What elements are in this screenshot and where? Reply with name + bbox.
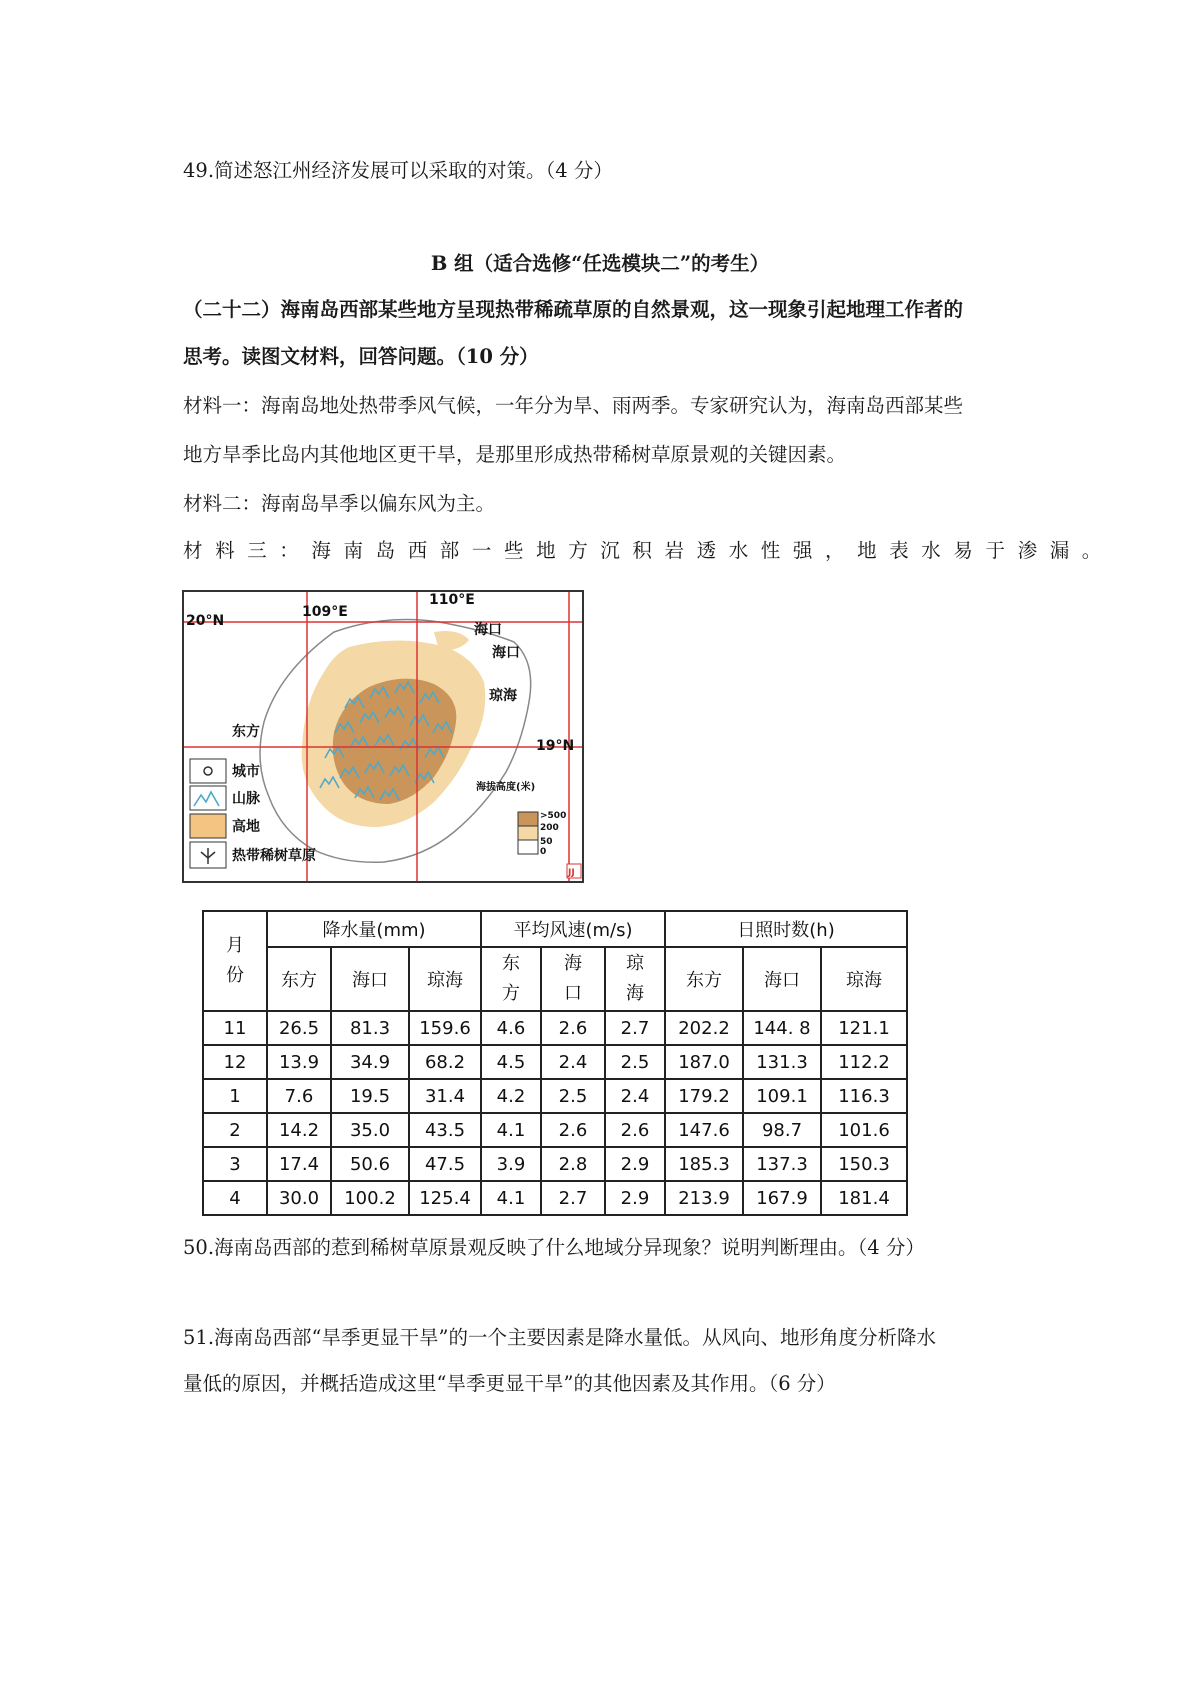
map-corner-mark: JJ: [568, 868, 575, 878]
rain-cell: 100.2: [331, 1181, 409, 1215]
elevation-label-0: 0: [540, 847, 547, 857]
sun-cell: 98.7: [743, 1113, 821, 1147]
group-b-title: B 组（适合选修“任选模块二”的考生）: [430, 252, 770, 275]
longitude-109-label: 109°E: [302, 604, 348, 620]
rain-cell: 19.5: [331, 1079, 409, 1113]
rain-cell: 17.4: [267, 1147, 331, 1181]
sun-cell: 150.3: [821, 1147, 907, 1181]
rain-cell: 26.5: [267, 1011, 331, 1045]
rain-cell: 13.9: [267, 1045, 331, 1079]
wind-cell: 2.8: [541, 1147, 605, 1181]
sun-cell: 185.3: [665, 1147, 743, 1181]
table-row: [203, 1181, 907, 1215]
table-row: [203, 1113, 907, 1147]
legend-highland: 高地: [232, 819, 260, 835]
rain-cell: 31.4: [409, 1079, 481, 1113]
wind-cell: 2.6: [541, 1113, 605, 1147]
elevation-label-50: 50: [540, 837, 553, 847]
wind-cell: 2.5: [541, 1079, 605, 1113]
wind-cell: 2.7: [541, 1181, 605, 1215]
table-row: [203, 1045, 907, 1079]
month-header-cell: 月份: [203, 911, 267, 1011]
wind-cell: 2.7: [605, 1011, 665, 1045]
wind-cell: 2.4: [605, 1079, 665, 1113]
hainan-map: [182, 590, 584, 883]
sun-cell: 131.3: [743, 1045, 821, 1079]
month-cell: 1: [203, 1079, 267, 1113]
latitude-20-label: 20°N: [186, 613, 225, 629]
sun-cell: 116.3: [821, 1079, 907, 1113]
rain-cell: 43.5: [409, 1113, 481, 1147]
month-cell: 12: [203, 1045, 267, 1079]
station-header: 东方: [267, 947, 331, 1011]
wind-cell: 2.5: [605, 1045, 665, 1079]
latitude-19-label: 19°N: [536, 738, 575, 754]
wind-cell: 4.2: [481, 1079, 541, 1113]
legend-city: 城市: [232, 764, 260, 780]
sun-cell: 167.9: [743, 1181, 821, 1215]
material-2: 材料二：海南岛旱季以偏东风为主。: [183, 492, 496, 515]
station-header: 东方: [665, 947, 743, 1011]
question-49: 49.简述怒江州经济发展可以采取的对策。（4 分）: [183, 159, 613, 182]
rain-cell: 34.9: [331, 1045, 409, 1079]
wind-cell: 4.1: [481, 1113, 541, 1147]
station-header: 琼海: [605, 947, 665, 1011]
material-1-line-1: 材料一：海南岛地处热带季风气候，一年分为旱、雨两季。专家研究认为，海南岛西部某些: [183, 394, 964, 417]
city-label-haikou-2: 海口: [492, 645, 520, 661]
wind-cell: 4.5: [481, 1045, 541, 1079]
elevation-swatch-low: [518, 840, 538, 854]
question-50: 50.海南岛西部的惹到稀树草原景观反映了什么地域分异现象？说明判断理由。（4 分）: [183, 1236, 925, 1259]
sun-cell: 121.1: [821, 1011, 907, 1045]
table-row: [203, 1147, 907, 1181]
question-22-line-2: 思考。读图文材料，回答问题。（10 分）: [183, 345, 539, 368]
station-header: 海口: [743, 947, 821, 1011]
sun-cell: 112.2: [821, 1045, 907, 1079]
city-label-dongfang: 东方: [232, 724, 260, 740]
wind-cell: 4.6: [481, 1011, 541, 1045]
rainfall-header: 降水量(mm): [267, 911, 481, 947]
table-row: [203, 1079, 907, 1113]
month-cell: 2: [203, 1113, 267, 1147]
rain-cell: 47.5: [409, 1147, 481, 1181]
rain-cell: 30.0: [267, 1181, 331, 1215]
station-header: 琼海: [821, 947, 907, 1011]
rain-cell: 14.2: [267, 1113, 331, 1147]
sun-cell: 179.2: [665, 1079, 743, 1113]
sun-cell: 187.0: [665, 1045, 743, 1079]
wind-cell: 2.4: [541, 1045, 605, 1079]
station-header: 海口: [541, 947, 605, 1011]
rain-cell: 68.2: [409, 1045, 481, 1079]
rain-cell: 50.6: [331, 1147, 409, 1181]
material-1-line-2: 地方旱季比岛内其他地区更干旱，是那里形成热带稀树草原景观的关键因素。: [183, 443, 847, 466]
rain-cell: 159.6: [409, 1011, 481, 1045]
station-header: 海口: [331, 947, 409, 1011]
sun-cell: 202.2: [665, 1011, 743, 1045]
city-label-haikou: 海口: [474, 622, 502, 638]
wind-cell: 2.6: [605, 1113, 665, 1147]
longitude-110-label: 110°E: [429, 592, 475, 608]
wind-cell: 2.6: [541, 1011, 605, 1045]
rain-cell: 81.3: [331, 1011, 409, 1045]
month-cell: 3: [203, 1147, 267, 1181]
question-51-line-1: 51.海南岛西部“旱季更显干旱”的一个主要因素是降水量低。从风向、地形角度分析降水: [183, 1326, 936, 1349]
question-51-line-2: 量低的原因，并概括造成这里“旱季更显干旱”的其他因素及其作用。（6 分）: [183, 1372, 836, 1395]
rain-cell: 125.4: [409, 1181, 481, 1215]
rain-cell: 35.0: [331, 1113, 409, 1147]
elevation-label-200: 200: [540, 823, 559, 833]
station-header: 东方: [481, 947, 541, 1011]
rain-cell: 7.6: [267, 1079, 331, 1113]
wind-cell: 4.1: [481, 1181, 541, 1215]
sun-cell: 137.3: [743, 1147, 821, 1181]
question-22-line-1: （二十二）海南岛西部某些地方呈现热带稀疏草原的自然景观，这一现象引起地理工作者的: [183, 298, 964, 321]
wind-cell: 2.9: [605, 1181, 665, 1215]
wind-cell: 2.9: [605, 1147, 665, 1181]
elevation-swatch-high: [518, 812, 538, 826]
station-header: 琼海: [409, 947, 481, 1011]
month-cell: 4: [203, 1181, 267, 1215]
sunshine-header: 日照时数(h): [665, 911, 907, 947]
table-row: [203, 1011, 907, 1045]
legend-mountain: 山脉: [232, 791, 260, 807]
elevation-legend-title: 海拔高度(米): [476, 782, 536, 793]
elevation-swatch-mid: [518, 826, 538, 840]
city-label-qionghai: 琼海: [489, 688, 517, 704]
sun-cell: 213.9: [665, 1181, 743, 1215]
legend-savanna: 热带稀树草原: [232, 848, 316, 864]
sun-cell: 101.6: [821, 1113, 907, 1147]
climate-table: [202, 910, 908, 1216]
month-cell: 11: [203, 1011, 267, 1045]
wind-cell: 3.9: [481, 1147, 541, 1181]
highland-legend-swatch: [190, 814, 226, 838]
elevation-label-500: >500: [540, 811, 567, 821]
sun-cell: 144. 8: [743, 1011, 821, 1045]
sun-cell: 109.1: [743, 1079, 821, 1113]
sun-cell: 147.6: [665, 1113, 743, 1147]
sun-cell: 181.4: [821, 1181, 907, 1215]
material-3: 材料三：海南岛西部一些地方沉积岩透水性强，地表水易于渗漏。: [183, 539, 1114, 562]
wind-speed-header: 平均风速(m/s): [481, 911, 665, 947]
